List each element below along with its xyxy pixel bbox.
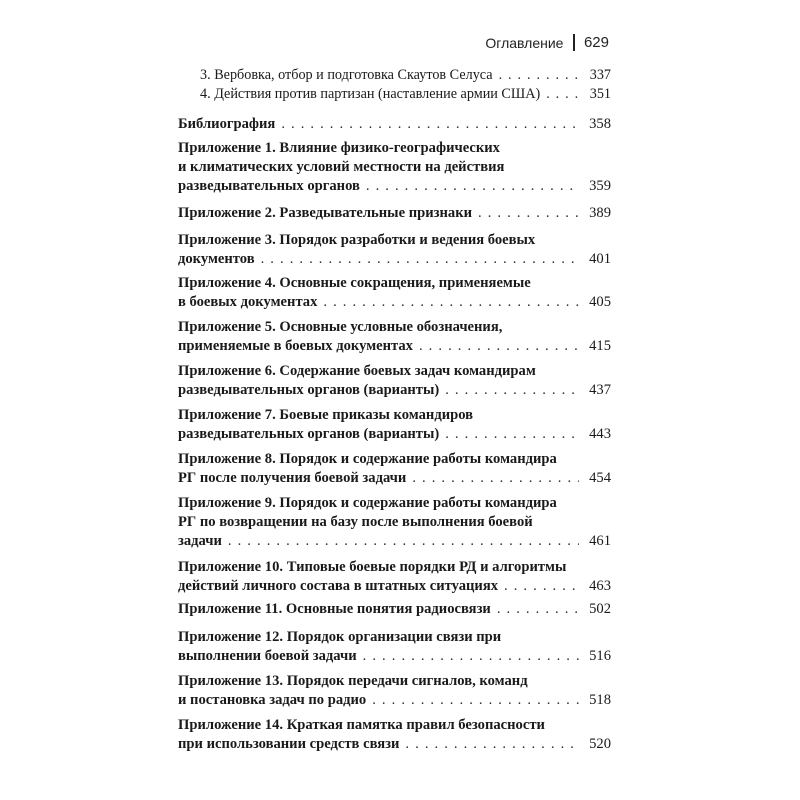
toc-entry-appendix-11[interactable] [178,600,611,619]
dot-leader [504,577,579,596]
toc-entry-appendix-4[interactable] [178,274,611,312]
dot-leader [499,66,579,85]
toc-entry-line: РГ по возвращении на базу после выполнения боевой [178,514,533,530]
toc-entry-line: и постановка задач по радио [178,692,367,708]
toc-entry-line: Приложение 12. Порядок организации связи при [178,629,502,645]
toc-page-number: 351 [589,86,611,102]
toc-entry-appendix-12[interactable] [178,628,611,666]
toc-entry-line: при использовании средств связи [178,736,400,752]
dot-leader [363,647,579,666]
toc-page-number: 337 [589,67,611,83]
toc-page-number: 443 [589,426,611,442]
dot-leader [497,600,579,619]
toc-page-number: 454 [589,470,611,486]
toc-page-number: 502 [589,601,611,617]
dot-leader [412,469,579,488]
toc-page-number: 518 [589,692,611,708]
toc-entry-line: выполнении боевой задачи [178,648,357,664]
toc-entry-line: Приложение 10. Типовые боевые порядки РД и алгоритмы [178,559,567,575]
dot-leader [546,85,579,104]
toc-entry-line: Приложение 1. Влияние физико-географических [178,140,500,156]
toc-entry-line: Библиография [178,116,276,132]
toc-sub-entry-text: Действия против партизан (наставление армии США) [214,86,541,102]
toc-sub-entry-text: Вербовка, отбор и подготовка Скаутов Селуса [214,67,493,83]
dot-leader [445,425,579,444]
toc-entry-line: Приложение 8. Порядок и содержание работы командира [178,451,557,467]
running-head-title: Оглавление [485,34,564,51]
toc-entry-appendix-6[interactable] [178,362,611,400]
running-head [485,34,609,51]
toc-entry-appendix-13[interactable] [178,672,611,710]
toc-page-number: 415 [589,338,611,354]
toc-page-number: 463 [589,578,611,594]
toc-entry-line: разведывательных органов (варианты) [178,382,440,398]
toc-entry-line: в боевых документах [178,294,318,310]
toc-entry-line: документов [178,251,255,267]
toc-page-number: 520 [589,736,611,752]
running-head-separator [573,34,575,51]
dot-leader [228,532,579,551]
toc-entry-appendix-14[interactable] [178,716,611,754]
dot-leader [323,293,579,312]
toc-page-number: 461 [589,533,611,549]
dot-leader [445,381,579,400]
toc-entry-bibliography[interactable] [178,115,611,134]
toc-entry-appendix-5[interactable] [178,318,611,356]
toc-entry-line: РГ после получения боевой задачи [178,470,407,486]
toc-page-number: 389 [589,205,611,221]
toc-entry-line: Приложение 11. Основные понятия радиосвязи [178,601,491,617]
dot-leader [419,337,579,356]
page-number: 629 [583,34,609,51]
toc-entry-appendix-1[interactable] [178,139,611,196]
toc-entry-line: и климатических условий местности на действия [178,159,505,175]
toc-entry-appendix-9[interactable] [178,494,611,551]
toc-page-number: 359 [589,178,611,194]
toc-entry-line: разведывательных органов [178,178,360,194]
toc-entry-appendix-10[interactable] [178,558,611,596]
toc-sub-entry-number: 3. [200,67,211,83]
toc-page-number: 358 [589,116,611,132]
toc-entry-appendix-3[interactable] [178,231,611,269]
toc-entry-line: Приложение 9. Порядок и содержание работы командира [178,495,557,511]
dot-leader [261,250,579,269]
toc-page-number: 437 [589,382,611,398]
toc-entry-line: Приложение 7. Боевые приказы командиров [178,407,474,423]
toc-entry-line: разведывательных органов (варианты) [178,426,440,442]
toc-entry-line: Приложение 2. Разведывательные признаки [178,205,473,221]
toc-entry-line: действий личного состава в штатных ситуациях [178,578,499,594]
toc-entry-line: Приложение 14. Краткая памятка правил безопасности [178,717,545,733]
toc-entry-line: Приложение 3. Порядок разработки и ведения боевых [178,232,536,248]
dot-leader [478,204,579,223]
dot-leader [281,115,579,134]
toc-entry-line: Приложение 5. Основные условные обозначения, [178,319,503,335]
toc-page-number: 401 [589,251,611,267]
toc-page-number: 516 [589,648,611,664]
dot-leader [366,177,579,196]
toc-page-number: 405 [589,294,611,310]
toc-sub-entry[interactable] [200,85,611,104]
toc-sub-entry-number: 4. [200,86,211,102]
toc-entry-line: Приложение 13. Порядок передачи сигналов, команд [178,673,528,689]
dot-leader [405,735,579,754]
toc-entry-appendix-7[interactable] [178,406,611,444]
toc-entry-line: задачи [178,533,222,549]
toc-entry-appendix-8[interactable] [178,450,611,488]
toc-entry-line: Приложение 4. Основные сокращения, применяемые [178,275,531,291]
toc-sub-entry[interactable] [200,66,611,85]
toc-entry-line: применяемые в боевых документах [178,338,413,354]
dot-leader [372,691,579,710]
toc-entry-line: Приложение 6. Содержание боевых задач командирам [178,363,536,379]
toc-entry-appendix-2[interactable] [178,204,611,223]
